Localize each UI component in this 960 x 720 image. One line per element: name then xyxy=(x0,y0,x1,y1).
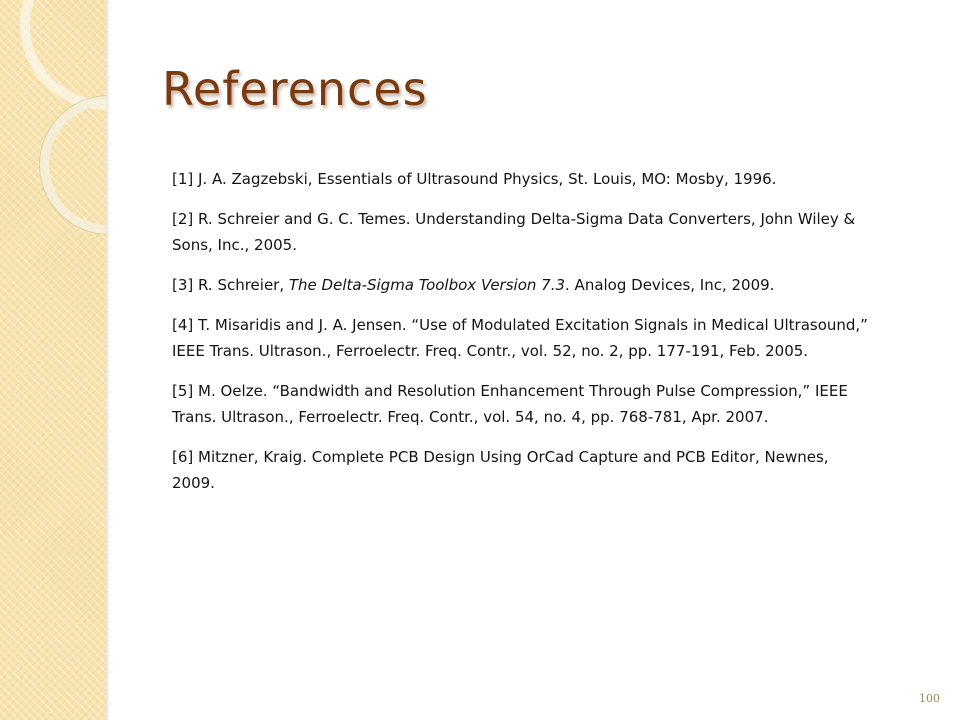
decorative-ring xyxy=(40,96,106,234)
page-number: 100 xyxy=(919,692,940,705)
reference-item: [5] M. Oelze. “Bandwidth and Resolution Enhancement Through Pulse Compression,” IEEE Trans. Ultrason., Ferroelectr. Freq. Contr., vol. 54, no. 4, pp. 768-781, Apr. 2007. xyxy=(172,382,848,426)
reference-item xyxy=(172,272,872,298)
reference-item: [1] J. A. Zagzebski, Essentials of Ultrasound Physics, St. Louis, MO: Mosby, 1996. xyxy=(172,170,777,188)
sidebar-divider xyxy=(106,0,110,720)
reference-text: . Analog Devices, Inc, 2009. xyxy=(565,276,775,294)
reference-item: [2] R. Schreier and G. C. Temes. Understanding Delta-Sigma Data Converters, John Wiley & Sons, Inc., 2005. xyxy=(172,210,856,254)
reference-text: [3] R. Schreier, xyxy=(172,276,289,294)
reference-item: [4] T. Misaridis and J. A. Jensen. “Use of Modulated Excitation Signals in Medical Ultrasound,” IEEE Trans. Ultrason., Ferroelectr. Freq. Contr., vol. 52, no. 2, pp. 177-191, Feb. 2005. xyxy=(172,316,868,360)
slide-title: References xyxy=(162,62,428,116)
decorative-sidebar xyxy=(0,0,106,720)
decorative-ring xyxy=(20,0,106,110)
reference-item: [6] Mitzner, Kraig. Complete PCB Design Using OrCad Capture and PCB Editor, Newnes, 2009. xyxy=(172,448,829,492)
reference-list xyxy=(172,166,872,496)
reference-title: The Delta-Sigma Toolbox Version 7.3 xyxy=(288,276,566,294)
